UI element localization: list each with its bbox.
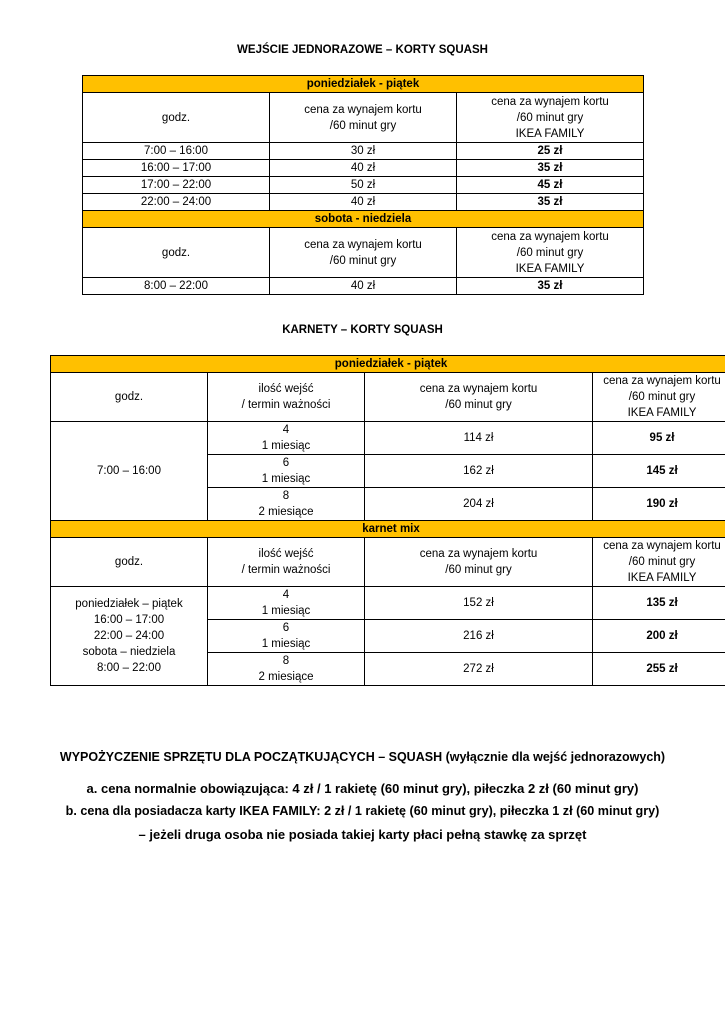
single-entry-title: WEJŚCIE JEDNORAZOWE – KORTY SQUASH [237,44,488,56]
equipment-item-b-note: – jeżeli druga osoba nie posiada takiej karty płaci pełną stawkę za sprzęt [138,827,587,842]
header-entries: ilość wejść / termin ważności [208,373,365,422]
band-weekend: sobota - niedziela [83,211,644,228]
table-row: 7:00 – 16:00 30 zł 25 zł [83,143,644,160]
table-row: 7:00 – 16:00 4 1 miesiąc 114 zł 95 zł [51,422,725,455]
header-price: cena za wynajem kortu /60 minut gry [365,373,593,422]
passes-table [50,355,725,686]
table-row: 8 2 miesiące 204 zł 190 zł [51,488,725,521]
passes-title: KARNETY – KORTY SQUASH [282,324,443,336]
table-row: 6 1 miesiąc 216 zł 200 zł [51,620,725,653]
header-ikea-price: cena za wynajem kortu /60 minut gry IKEA FAMILY [593,538,725,587]
band-weekday: poniedziałek - piątek [83,76,644,93]
header-price: cena za wynajem kortu /60 minut gry [270,228,457,278]
header-hours: godz. [51,538,208,587]
table-row: poniedziałek – piątek 16:00 – 17:00 22:00 – 24:00 sobota – niedziela 8:00 – 22:00 4 1 miesiąc 152 zł 135 zł [51,587,725,620]
table-row: 8 2 miesiące 272 zł 255 zł [51,653,725,686]
header-hours: godz. [83,93,270,143]
table-row: 16:00 – 17:00 40 zł 35 zł [83,160,644,177]
band-weekday: poniedziałek - piątek [51,356,725,373]
header-price: cena za wynajem kortu /60 minut gry [365,538,593,587]
header-ikea-price: cena za wynajem kortu /60 minut gry IKEA FAMILY [457,93,644,143]
equipment-heading: WYPOŻYCZENIE SPRZĘTU DLA POCZĄTKUJĄCYCH – SQUASH (wyłącznie dla wejść jednorazowych) [59,750,666,764]
mix-hours: poniedziałek – piątek 16:00 – 17:00 22:00 – 24:00 sobota – niedziela 8:00 – 22:00 [51,587,208,686]
header-hours: godz. [51,373,208,422]
header-entries: ilość wejść / termin ważności [208,538,365,587]
equipment-item-a: a. cena normalnie obowiązująca: 4 zł / 1 rakietę (60 minut gry), piłeczka 2 zł (60 minut gry) [86,781,639,796]
table-row: 22:00 – 24:00 40 zł 35 zł [83,194,644,211]
equipment-item-b: b. cena dla posiadacza karty IKEA FAMILY: 2 zł / 1 rakietę (60 minut gry), piłeczka 1 zł (60 minut gry) [65,804,660,818]
header-ikea-price: cena za wynajem kortu /60 minut gry IKEA FAMILY [457,228,644,278]
single-entry-table [82,75,644,295]
table-row: 6 1 miesiąc 162 zł 145 zł [51,455,725,488]
header-price: cena za wynajem kortu /60 minut gry [270,93,457,143]
band-mix: karnet mix [51,521,725,538]
header-hours: godz. [83,228,270,278]
table-row: 8:00 – 22:00 40 zł 35 zł [83,278,644,295]
header-ikea-price: cena za wynajem kortu /60 minut gry IKEA FAMILY [593,373,725,422]
weekday-hours: 7:00 – 16:00 [51,422,208,521]
table-row: 17:00 – 22:00 50 zł 45 zł [83,177,644,194]
